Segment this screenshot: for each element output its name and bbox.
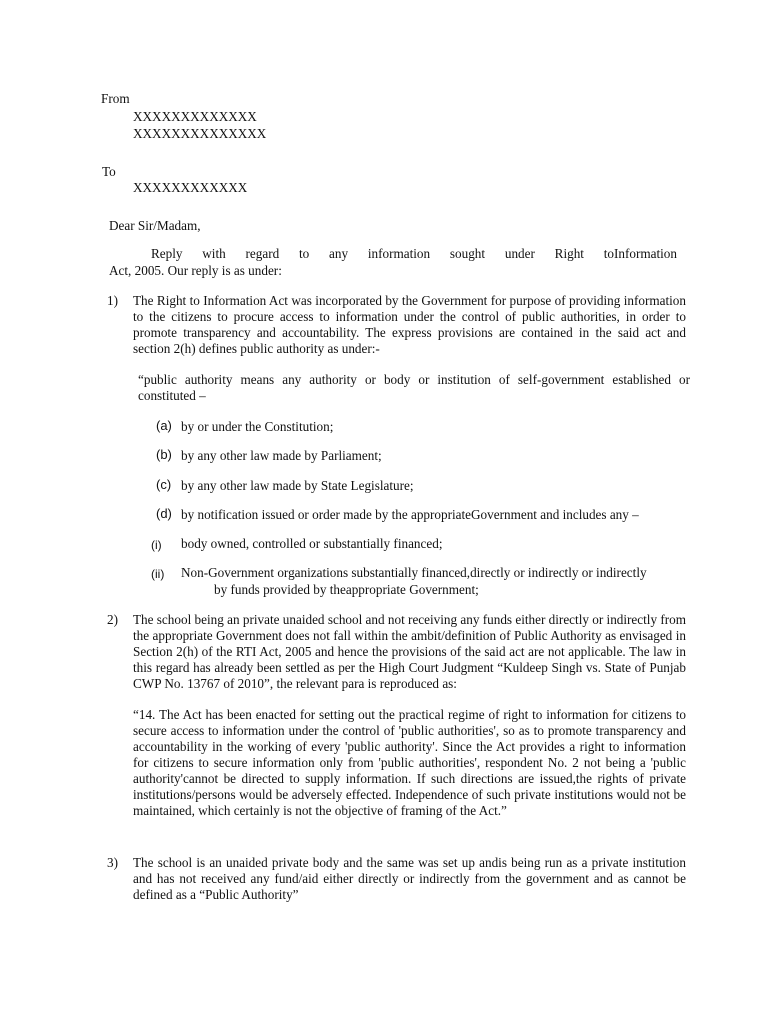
salutation: Dear Sir/Madam, (109, 218, 201, 233)
point-3-number: 3) (107, 855, 118, 870)
point-1-number: 1) (107, 293, 118, 308)
sub-item-a-text: by or under the Constitution; (181, 419, 334, 434)
judgment-quote: “14. The Act has been enacted for setting out the practical regime of right to information for citizens to secure access to information under the control of 'public authorities', so as to promote transparency and accountability in the working of every 'public authority'. Since the Act provides a right to information for citizens to secure information only from 'public authorities', respondent No. 2 not being a 'public authority'cannot be directed to supply information. If such directions are issued,the rights of private institutions/persons would be adversely effected. Independence of such private institutions would not be maintained, which certainly is not the objective of framing of the Act.” (133, 707, 686, 818)
definition-quote: “public authority means any authority or body or institution of self-government established or constituted – (138, 372, 690, 403)
point-1-text: The Right to Information Act was incorporated by the Government for purpose of providing information to the citizens to procure access to information under the control of public authorities, in order to promote transparency and accountability. The express provisions are contained in the said act and section 2(h) defines public authority as under:- (133, 293, 686, 356)
sub-item-d-text: by notification issued or order made by the appropriateGovernment and includes any – (181, 507, 639, 522)
point-2-number: 2) (107, 612, 118, 627)
roman-item-ii-line-1: Non-Government organizations substantially financed,directly or indirectly or indirectly (181, 565, 647, 580)
sub-item-d-label: (d) (156, 506, 172, 521)
roman-item-ii-label: (ii) (151, 567, 165, 581)
from-label: From (101, 91, 130, 106)
from-line-1: XXXXXXXXXXXXX (133, 109, 257, 124)
sub-item-a-label: (a) (156, 418, 172, 433)
intro-line-2: Act, 2005. Our reply is as under: (109, 263, 282, 278)
sub-item-b-text: by any other law made by Parliament; (181, 448, 382, 463)
sub-item-c-text: by any other law made by State Legislature; (181, 478, 414, 493)
from-line-2: XXXXXXXXXXXXXX (133, 126, 267, 141)
to-label: To (102, 164, 116, 179)
intro-line-1: Reply with regard to any information sought under Right toInformation (151, 246, 677, 261)
to-line-1: XXXXXXXXXXXX (133, 180, 248, 195)
roman-item-i-text: body owned, controlled or substantially financed; (181, 536, 443, 551)
point-2-text: The school being an private unaided school and not receiving any funds either directly or indirectly from the appropriate Government does not fall within the ambit/definition of Public Authority as envisaged in Section 2(h) of the RTI Act, 2005 and hence the provisions of the said act are not applicable. The law in this regard has already been settled as per the High Court Judgment “Kuldeep Singh vs. State of Punjab CWP No. 13767 of 2010”, the relevant para is reproduced as: (133, 612, 686, 691)
roman-item-i-label: (i) (151, 538, 162, 552)
sub-item-b-label: (b) (156, 447, 172, 462)
point-3-text: The school is an unaided private body and the same was set up andis being run as a private institution and has not received any fund/aid either directly or indirectly from the government and as cannot be defined as a “Public Authority” (133, 855, 686, 902)
sub-item-c-label: (c) (156, 477, 172, 492)
roman-item-ii-line-2: by funds provided by theappropriate Government; (214, 582, 479, 597)
